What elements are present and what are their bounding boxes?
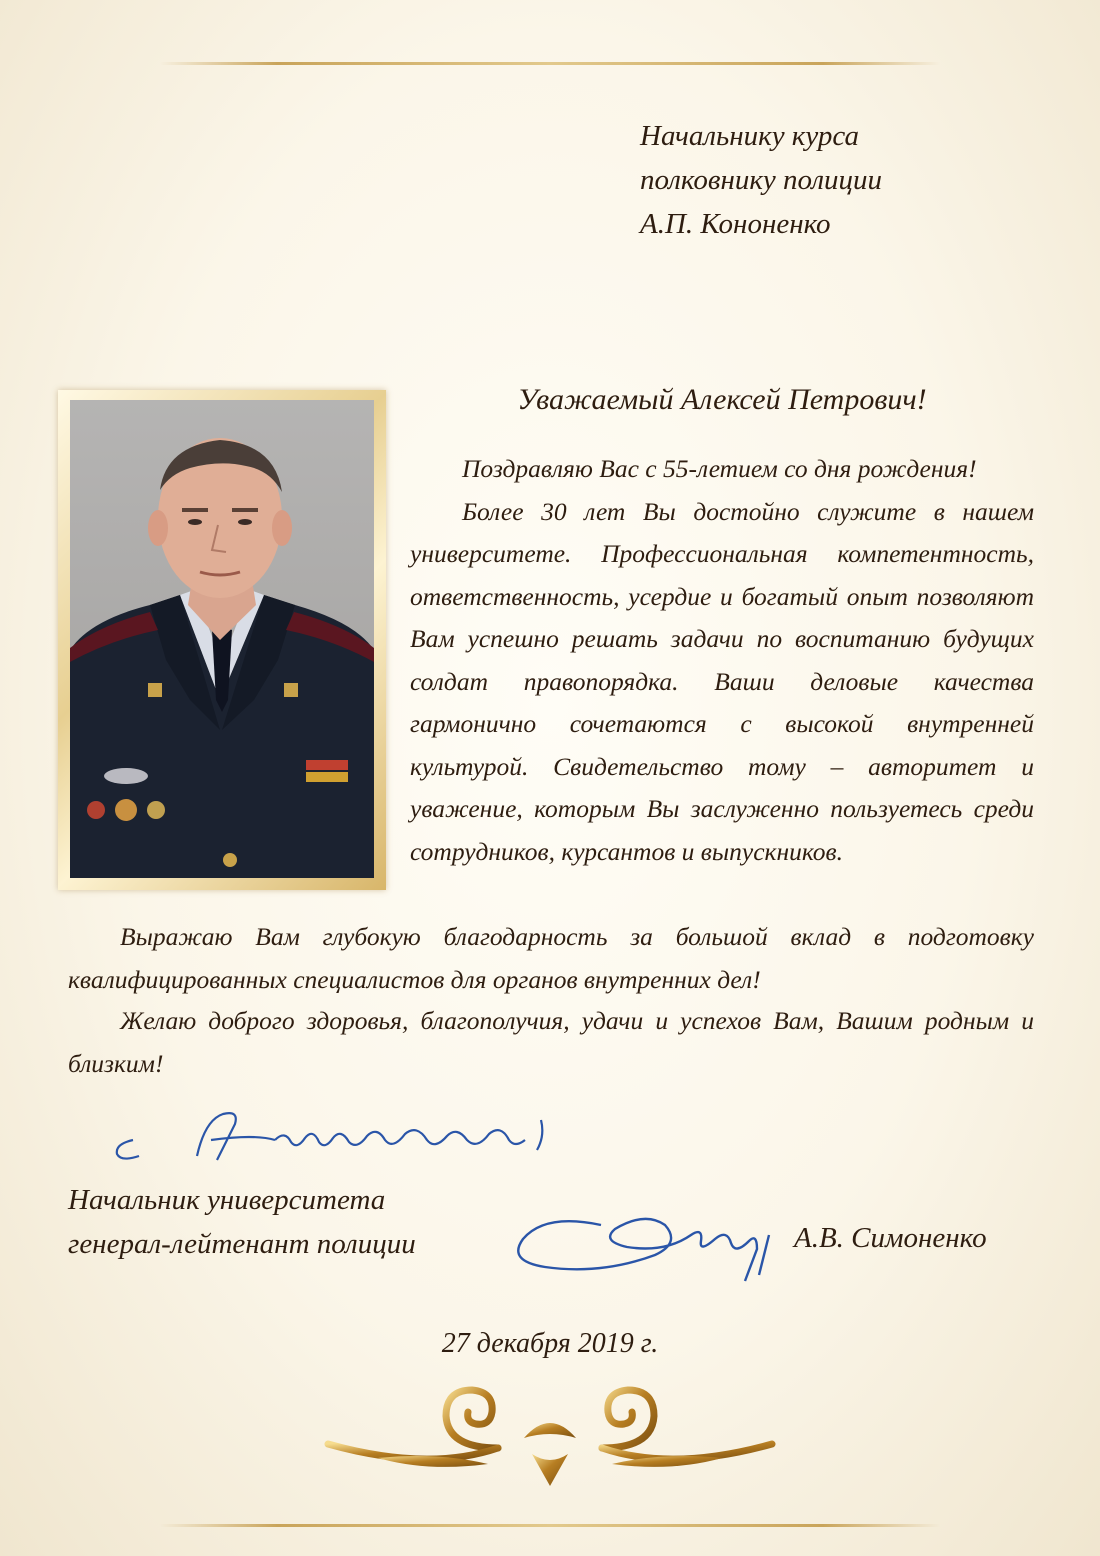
gratitude-paragraph: Выражаю Вам глубокую благодарность за большой вклад в подготовку квалифицированных специалистов для органов внутренних дел!	[68, 922, 1034, 994]
addressee-line-position: Начальнику курса	[640, 120, 859, 152]
signer-title	[68, 1178, 416, 1266]
portrait-frame	[58, 390, 386, 890]
wishes-paragraph: Желаю доброго здоровья, благополучия, удачи и успехов Вам, Вашим родным и близким!	[68, 1006, 1034, 1078]
congratulation-line: Поздравляю Вас с 55-летием со дня рождения!	[462, 454, 977, 483]
gold-scroll-ornament	[318, 1368, 782, 1488]
handwritten-signature	[505, 1195, 795, 1295]
signer-title-line-2: генерал-лейтенант полиции	[68, 1228, 416, 1260]
addressee-line-rank: полковнику полиции	[640, 164, 882, 196]
letter-date: 27 декабря 2019 г.	[441, 1328, 659, 1359]
portrait-photo	[70, 400, 374, 878]
addressee-line-name: А.П. Кононенко	[640, 208, 831, 240]
signer-name: А.В. Симоненко	[794, 1222, 987, 1254]
handwritten-closing	[105, 1090, 575, 1170]
top-divider-line	[160, 62, 940, 65]
signer-title-line-1: Начальник университета	[68, 1184, 386, 1216]
addressee-block	[640, 114, 882, 246]
main-paragraph	[410, 448, 1034, 873]
bottom-divider-line	[160, 1524, 940, 1527]
service-paragraph: Более 30 лет Вы достойно служите в нашем университете. Профессиональная компетентность, ответственность, усердие и богатый опыт позволяют Вам успешно решать задачи по воспитанию будущих солдат правопорядка. Ваши деловые качества гармонично сочетаются с высокой внутренней культурой. Свидетельство тому – авторитет и уважение, которым Вы заслуженно пользуетесь среди сотрудников, курсантов и выпускников.	[410, 496, 1034, 866]
greeting-heading: Уважаемый Алексей Петрович!	[517, 383, 927, 416]
